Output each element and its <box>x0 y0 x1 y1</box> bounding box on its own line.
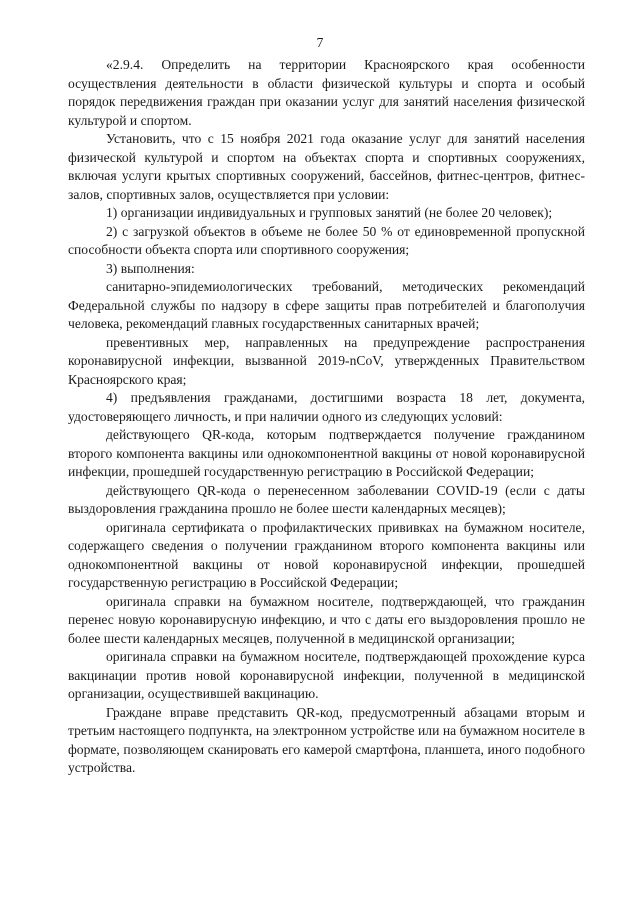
paragraph-establish: Установить, что с 15 ноября 2021 года оказание услуг для занятий населения физической культурой и спортом на объектах спорта и спортивных сооружениях, включая услуги крытых спортивных сооружений, бассейнов, фитнес-центров, фитнес-залов, спортивных залов, осуществляется при условии: <box>68 131 585 202</box>
paragraph-vaccination-note: оригинала справки на бумажном носителе, подтверждающей прохождение курса вакцинации против новой коронавирусной инфекции, полученной в медицинской организации, осуществившей вакцинацию. <box>68 649 585 701</box>
paragraph-qr-covid: действующего QR-кода о перенесенном заболевании COVID-19 (если с даты выздоровления гражданина прошло не более шести календарных месяцев); <box>68 482 585 516</box>
paragraph-sanitary: санитарно-эпидемиологических требований, методических рекомендаций Федеральной службы по надзору в сфере защиты прав потребителей и благополучия человека, рекомендаций главных государственных санитарных врачей; <box>68 279 585 331</box>
paragraph-recovery-note: оригинала справки на бумажном носителе, подтверждающей, что гражданин перенес новую коронавирусную инфекцию, и что с даты его выздоровления прошло не более шести календарных месяцев, полученной в медицинской организации; <box>68 593 585 646</box>
paragraph-qr-vaccine: действующего QR-кода, которым подтверждается получение гражданином второго компонента вакцины или однокомпонентной вакцины от новой коронавирусной инфекции, прошедшей государственную регистрацию в Российской Федерации; <box>68 427 585 479</box>
paragraph-condition-4: 4) предъявления гражданами, достигшими возраста 18 лет, документа, удостоверяющего личность, и при наличии одного из следующих условий: <box>68 390 585 424</box>
document-body <box>68 56 585 778</box>
paragraph-condition-1: 1) организации индивидуальных и групповых занятий (не более 20 человек); <box>106 205 553 220</box>
paragraph-condition-2: 2) с загрузкой объектов в объеме не более 50 % от единовременной пропускной способности объекта спорта или спортивного сооружения; <box>68 223 585 257</box>
paragraph-preventive: превентивных мер, направленных на предупреждение распространения коронавирусной инфекции, вызванной 2019-nCoV, утвержденных Правительством Красноярского края; <box>68 334 585 387</box>
paragraph-2-9-4: «2.9.4. Определить на территории Красноярского края особенности осуществления деятельности в области физической культуры и спорта и особый порядок передвижения граждан при оказании услуг для занятий населения физической культурой и спортом. <box>68 57 585 128</box>
paragraph-certificate: оригинала сертификата о профилактических прививках на бумажном носителе, содержащего сведения о получении гражданином второго компонента вакцины или однокомпонентной вакцины от новой коронавирусной инфекции, прошедшей государственную регистрацию в Российской Федерации; <box>68 519 585 590</box>
page-number: 7 <box>316 35 324 50</box>
paragraph-qr-format: Граждане вправе представить QR-код, предусмотренный абзацами вторым и третьим настоящего подпункта, на электронном устройстве или на бумажном носителе в формате, позволяющем сканировать его камерой смартфона, планшета, иного подобного устройства. <box>68 704 585 775</box>
paragraph-condition-3: 3) выполнения: <box>106 260 195 276</box>
